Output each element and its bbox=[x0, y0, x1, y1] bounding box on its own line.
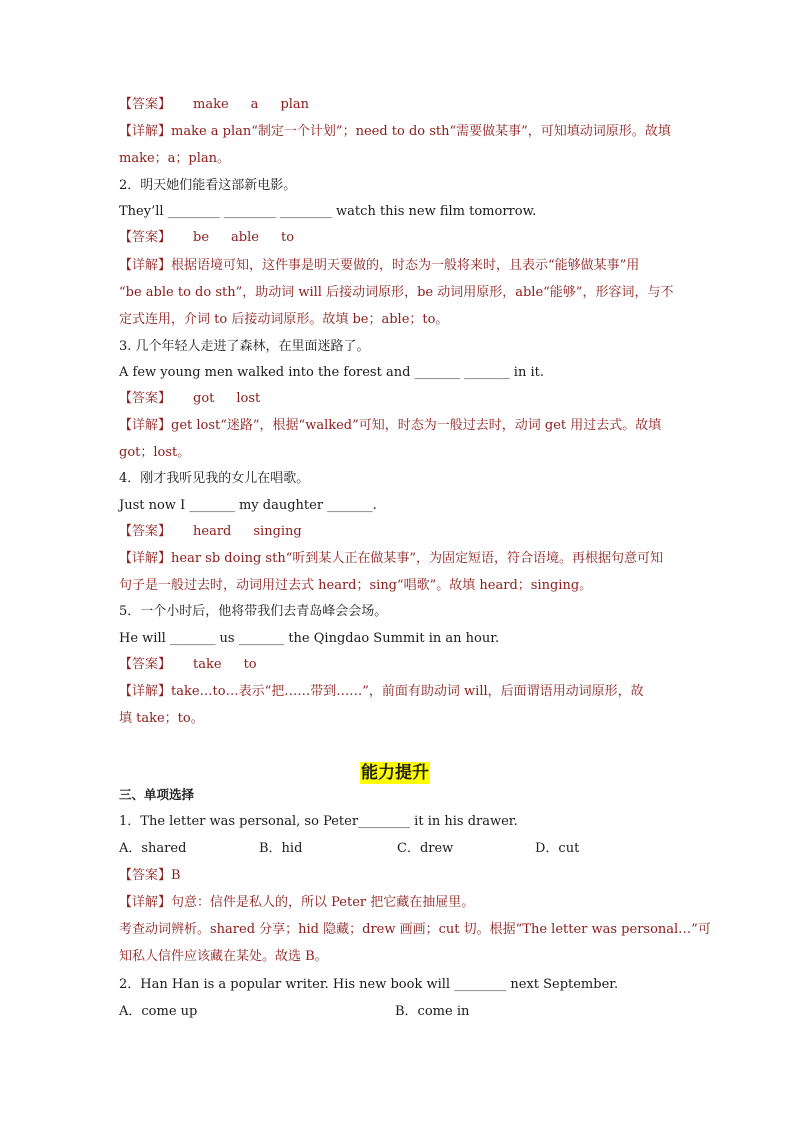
english-sentence: They’ll ________ ________ ________ watch this new film tomorrow. bbox=[119, 204, 537, 219]
answer-word: plan bbox=[280, 97, 310, 112]
option-d: D．cut bbox=[535, 841, 580, 856]
explain-line: 填 take；to。 bbox=[119, 711, 204, 726]
option-b: B．hid bbox=[259, 841, 303, 856]
mc-options bbox=[119, 840, 599, 858]
explain-line: 考查动词辨析。shared 分享；hid 隐藏；drew 画画；cut 切。根据“The letter was personal…”可 bbox=[119, 922, 711, 937]
explain-line: got；lost。 bbox=[119, 445, 191, 460]
explain-text: get lost“迷路”，根据“walked”可知，时态为一般过去时，动词 get 用过去式。故填 bbox=[171, 418, 662, 433]
explain-label: 【详解】 bbox=[119, 895, 172, 910]
explain-line bbox=[119, 417, 661, 435]
question-line: 3. 几个年轻人走进了森林，在里面迷路了。 bbox=[119, 339, 370, 354]
explain-text: hear sb doing sth“听到某人正在做某事”，为固定短语，符合语境。再根据句意可知 bbox=[171, 551, 663, 566]
english-sentence: A few young men walked into the forest and _______ _______ in it. bbox=[119, 365, 544, 380]
answer-label: 【答案】 bbox=[119, 391, 172, 406]
answer-word: be bbox=[193, 230, 210, 245]
answer-word: got bbox=[193, 391, 215, 406]
explain-line bbox=[119, 257, 639, 275]
answer-line-1 bbox=[119, 96, 309, 114]
answer-line-3 bbox=[119, 390, 260, 408]
answer-word: heard bbox=[193, 524, 232, 539]
english-sentence: Just now I _______ my daughter _______. bbox=[119, 498, 377, 513]
answer-line-2 bbox=[119, 229, 294, 247]
mc-options bbox=[119, 1003, 519, 1021]
section-title: 三、单项选择 bbox=[119, 787, 195, 802]
explain-label: 【详解】 bbox=[119, 418, 172, 433]
explain-line: 句子是一般过去时，动词用过去式 heard；sing“唱歌”。故填 heard；singing。 bbox=[119, 578, 593, 593]
answer-label: 【答案】 bbox=[119, 524, 172, 539]
mc-question: 1．The letter was personal, so Peter________ it in his drawer. bbox=[119, 814, 518, 829]
explain-line: “be able to do sth”，助动词 will 后接动词原形，be 动词用原形，able“能够”，形容词，与不 bbox=[119, 285, 674, 300]
answer-label: 【答案】 bbox=[119, 230, 172, 245]
explain-line bbox=[119, 123, 671, 141]
explain-line bbox=[119, 894, 474, 912]
question-line: 2．明天她们能看这部新电影。 bbox=[119, 178, 297, 193]
answer-word: to bbox=[243, 657, 257, 672]
explain-text: 句意：信件是私人的，所以 Peter 把它藏在抽屉里。 bbox=[171, 895, 475, 910]
explain-line: 知私人信件应该藏在某处。故选 B。 bbox=[119, 949, 328, 964]
option-a: A．shared bbox=[119, 841, 187, 856]
answer-word: take bbox=[193, 657, 222, 672]
option-b: B．come in bbox=[395, 1004, 470, 1019]
answer-word: make bbox=[193, 97, 229, 112]
explain-label: 【详解】 bbox=[119, 124, 172, 139]
explain-text: make a plan“制定一个计划”；need to do sth“需要做某事”，可知填动词原形。故填 bbox=[171, 124, 671, 139]
answer-word: singing bbox=[253, 524, 302, 539]
section-heading: 能力提升 bbox=[361, 763, 429, 783]
answer-line-5 bbox=[119, 656, 257, 674]
answer-label: 【答案】 bbox=[119, 97, 172, 112]
option-c: C．drew bbox=[397, 841, 454, 856]
explain-line: 定式连用，介词 to 后接动词原形。故填 be；able；to。 bbox=[119, 312, 449, 327]
option-a: A．come up bbox=[119, 1004, 198, 1019]
explain-line bbox=[119, 550, 663, 568]
explain-line bbox=[119, 683, 644, 701]
explain-label: 【详解】 bbox=[119, 258, 172, 273]
answer-word: lost bbox=[236, 391, 261, 406]
answer-letter: B bbox=[171, 868, 181, 883]
explain-line: make；a；plan。 bbox=[119, 151, 231, 166]
explain-label: 【详解】 bbox=[119, 684, 172, 699]
answer-line-4 bbox=[119, 523, 302, 541]
answer-line-mc1 bbox=[119, 867, 181, 885]
answer-word: able bbox=[231, 230, 259, 245]
explain-text: 根据语境可知，这件事是明天要做的，时态为一般将来时，且表示“能够做某事”用 bbox=[171, 258, 640, 273]
mc-question: 2．Han Han is a popular writer. His new book will ________ next September. bbox=[119, 977, 619, 992]
answer-word: to bbox=[280, 230, 295, 245]
answer-label: 【答案】 bbox=[119, 657, 172, 672]
answer-word: a bbox=[250, 97, 259, 112]
question-line: 4．刚才我听见我的女儿在唱歌。 bbox=[119, 471, 310, 486]
question-line: 5．一个小时后，他将带我们去青岛峰会会场。 bbox=[119, 604, 388, 619]
explain-text: take…to…表示“把……带到……”，前面有助动词 will，后面谓语用动词原形，故 bbox=[171, 684, 644, 699]
english-sentence: He will _______ us _______ the Qingdao Summit in an hour. bbox=[119, 631, 500, 646]
explain-label: 【详解】 bbox=[119, 551, 172, 566]
answer-label: 【答案】 bbox=[119, 868, 172, 883]
